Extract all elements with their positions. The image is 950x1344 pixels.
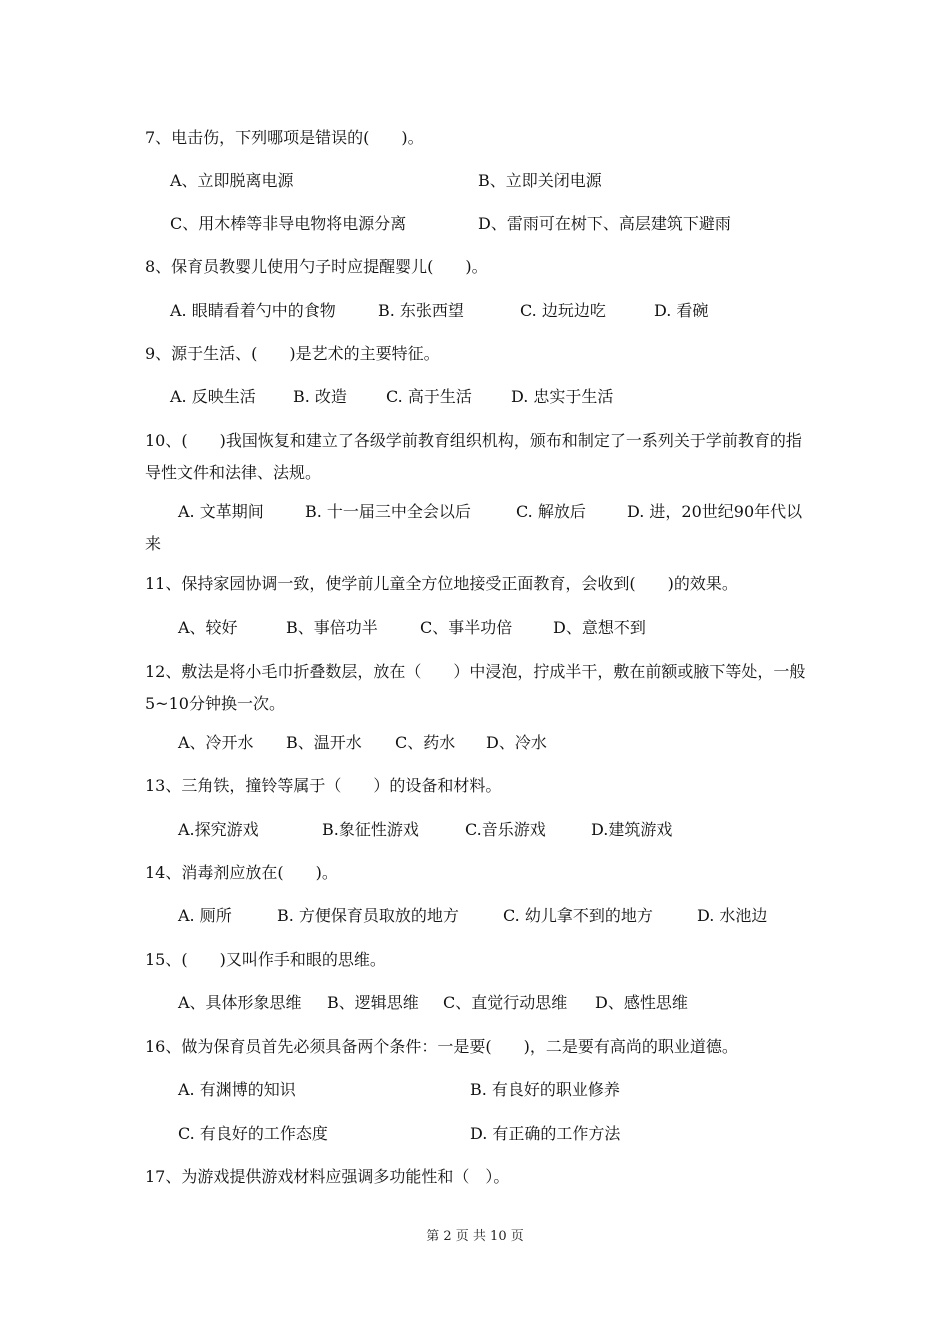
- question-12-option-c: C、药水: [395, 733, 456, 752]
- question-16-option-a: A. 有渊博的知识: [178, 1080, 296, 1099]
- question-15-option-a: A、具体形象思维: [178, 993, 302, 1012]
- question-9-option-c: C. 高于生活: [386, 387, 472, 406]
- question-12-option-b: B、温开水: [286, 733, 362, 752]
- question-11-option-b: B、事倍功半: [286, 618, 378, 637]
- question-7-stem: 7、电击伤，下列哪项是错误的( )。: [145, 128, 424, 147]
- question-8-option-d: D. 看碗: [654, 301, 709, 320]
- question-14-option-d: D. 水池边: [697, 906, 768, 925]
- question-12-option-a: A、冷开水: [178, 733, 254, 752]
- question-12-stem: 12、敷法是将小毛巾折叠数层，放在（ ）中浸泡，拧成半干，敷在前额或腋下等处，一般5~10分钟换一次。: [145, 662, 806, 713]
- question-8-option-a: A. 眼睛看着勺中的食物: [170, 301, 336, 320]
- question-9-option-b: B. 改造: [293, 387, 347, 406]
- question-15-stem: 15、( )又叫作手和眼的思维。: [145, 950, 386, 969]
- question-15-option-d: D、感性思维: [595, 993, 688, 1012]
- question-14-option-b: B. 方便保育员取放的地方: [277, 906, 459, 925]
- question-17-stem: 17、为游戏提供游戏材料应强调多功能性和（ ）。: [145, 1167, 510, 1186]
- question-7-option-d: D、雷雨可在树下、高层建筑下避雨: [478, 214, 731, 233]
- question-16-stem: 16、做为保育员首先必须具备两个条件：一是要( )，二是要有高尚的职业道德。: [145, 1037, 738, 1056]
- question-13-option-a: A.探究游戏: [178, 820, 259, 839]
- question-7-option-c: C、用木棒等非导电物将电源分离: [170, 214, 407, 233]
- question-8-option-c: C. 边玩边吃: [520, 301, 606, 320]
- question-12-option-d: D、冷水: [486, 733, 547, 752]
- question-8-stem: 8、保育员教婴儿使用勺子时应提醒婴儿( )。: [145, 257, 488, 276]
- question-13-option-c: C.音乐游戏: [465, 820, 546, 839]
- page-number-footer: 第 2 页 共 10 页: [426, 1229, 524, 1244]
- question-10-option-d: D. 进，20世纪90年代以来: [145, 502, 803, 553]
- question-13-stem: 13、三角铁，撞铃等属于（ ）的设备和材料。: [145, 776, 502, 795]
- question-11-option-d: D、意想不到: [553, 618, 646, 637]
- question-7-option-b: B、立即关闭电源: [478, 171, 602, 190]
- question-13-option-b: B.象征性游戏: [322, 820, 419, 839]
- question-10-option-c: C. 解放后: [516, 502, 586, 521]
- question-15-option-c: C、直觉行动思维: [443, 993, 568, 1012]
- question-15-option-b: B、逻辑思维: [327, 993, 419, 1012]
- question-14-option-c: C. 幼儿拿不到的地方: [503, 906, 653, 925]
- question-14-stem: 14、消毒剂应放在( )。: [145, 863, 338, 882]
- question-11-option-c: C、事半功倍: [420, 618, 513, 637]
- question-9-option-d: D. 忠实于生活: [511, 387, 614, 406]
- question-14-option-a: A. 厕所: [178, 906, 232, 925]
- question-9-option-a: A. 反映生活: [170, 387, 256, 406]
- question-10-option-b: B. 十一届三中全会以后: [305, 502, 471, 521]
- question-11-option-a: A、较好: [178, 618, 238, 637]
- question-10-stem: 10、( )我国恢复和建立了各级学前教育组织机构，颁布和制定了一系列关于学前教育的指导性文件和法律、法规。: [145, 431, 802, 482]
- question-11-stem: 11、保持家园协调一致，使学前儿童全方位地接受正面教育，会收到( )的效果。: [145, 574, 738, 593]
- question-16-option-d: D. 有正确的工作方法: [470, 1124, 621, 1143]
- question-13-option-d: D.建筑游戏: [591, 820, 673, 839]
- question-16-option-b: B. 有良好的职业修养: [470, 1080, 620, 1099]
- question-9-stem: 9、源于生活、( )是艺术的主要特征。: [145, 344, 440, 363]
- question-10-option-a: A. 文革期间: [178, 502, 264, 521]
- question-7-option-a: A、立即脱离电源: [170, 171, 294, 190]
- question-8-option-b: B. 东张西望: [378, 301, 464, 320]
- question-16-option-c: C. 有良好的工作态度: [178, 1124, 328, 1143]
